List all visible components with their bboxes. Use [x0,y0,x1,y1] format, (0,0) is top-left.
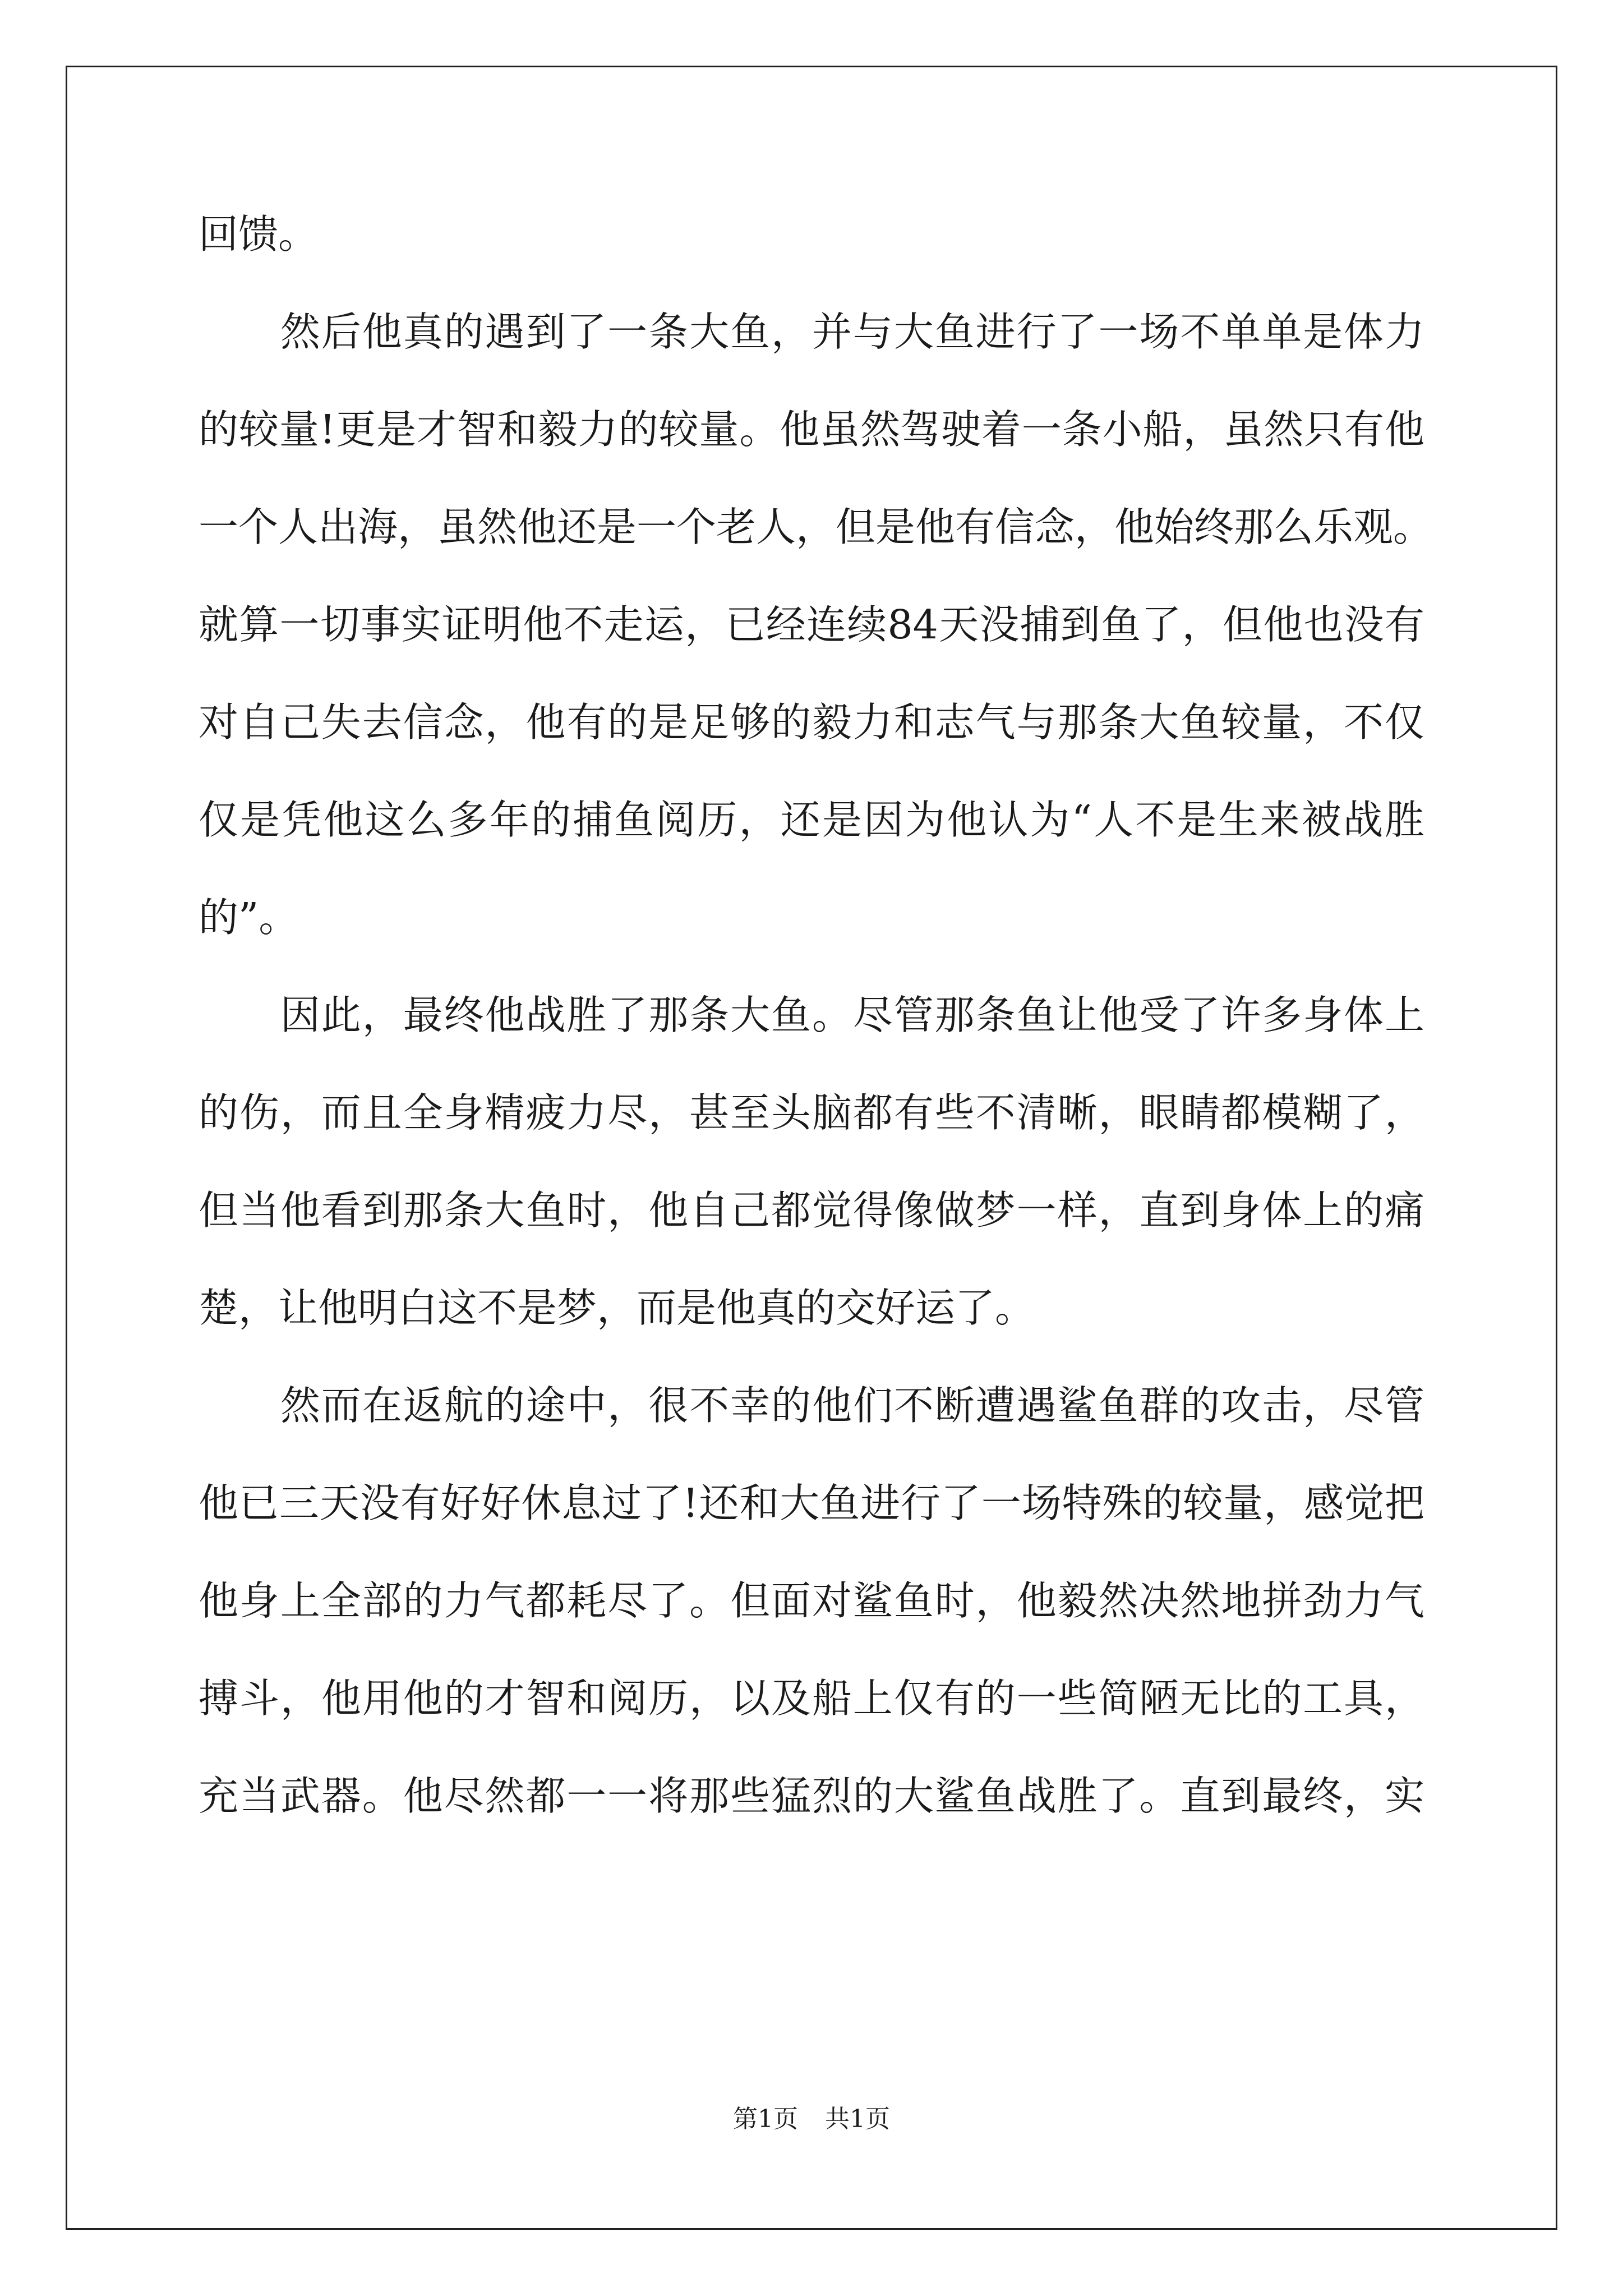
text-line: 但当他看到那条大鱼时，他自己都觉得像做梦一样，直到身体上的痛 [199,1187,1424,1234]
text-line: 充当武器。他尽然都一一将那些猛烈的大鲨鱼战胜了。直到最终，实 [199,1773,1424,1819]
text-line: 对自己失去信念，他有的是足够的毅力和志气与那条大鱼较量，不仅 [199,699,1424,746]
text-line: 一个人出海，虽然他还是一个老人，但是他有信念，他始终那么乐观。 [199,504,1433,550]
text-line: 的较量!更是才智和毅力的较量。他虽然驾驶着一条小船，虽然只有他 [199,406,1424,453]
text-line: 的”。 [199,894,299,941]
text-line: 然而在返航的途中，很不幸的他们不断遭遇鲨鱼群的攻击，尽管 [199,1382,1424,1429]
text-line: 搏斗，他用他的才智和阅历，以及船上仅有的一些简陋无比的工具， [199,1675,1424,1722]
text-line: 因此，最终他战胜了那条大鱼。尽管那条鱼让他受了许多身体上 [199,992,1424,1038]
text-line: 就算一切事实证明他不走运，已经连续84天没捕到鱼了，但他也没有 [199,601,1424,648]
text-line: 仅是凭他这么多年的捕鱼阅历，还是因为他认为“人不是生来被战胜 [199,797,1424,843]
page-border [66,66,1557,2230]
text-line: 楚，让他明白这不是梦，而是他真的交好运了。 [199,1285,1035,1331]
page-total: 共1页 [825,2105,890,2133]
text-line: 他身上全部的力气都耗尽了。但面对鲨鱼时，他毅然决然地拼劲力气 [199,1577,1424,1624]
text-line: 他已三天没有好好休息过了!还和大鱼进行了一场特殊的较量，感觉把 [199,1480,1424,1526]
page-number: 第1页 [733,2105,798,2133]
text-line: 的伤，而且全身精疲力尽，甚至头脑都有些不清晰，眼睛都模糊了， [199,1089,1424,1136]
page-footer [0,2102,1623,2136]
text-line: 回馈。 [199,211,319,257]
text-line: 然后他真的遇到了一条大鱼，并与大鱼进行了一场不单单是体力 [199,309,1424,355]
